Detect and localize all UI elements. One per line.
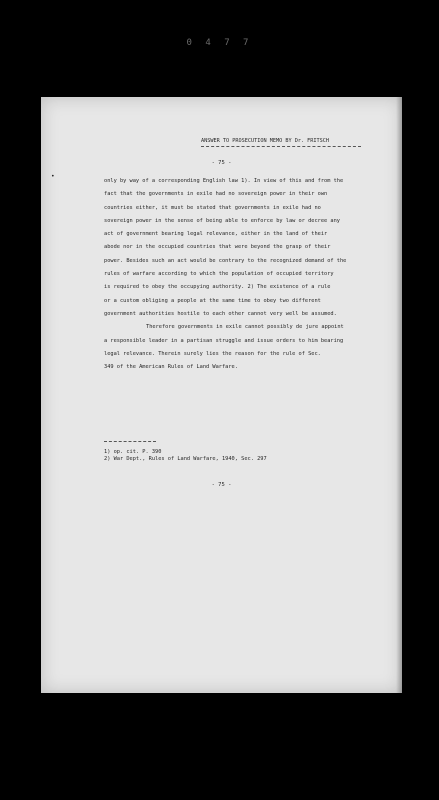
text-line: only by way of a corresponding English law 1). In view of this and from the <box>104 178 344 184</box>
text-line: countries either, it must be stated that governments in exile had no <box>104 204 321 211</box>
footnote-separator <box>104 441 156 442</box>
margin-bullet: • <box>51 173 55 180</box>
document-header: ANSWER TO PROSECUTION MEMO BY Dr. FRITSCH <box>201 138 330 144</box>
header-underline <box>201 146 361 147</box>
frame-number: 0 4 7 7 <box>186 38 253 48</box>
page-number-top: - 75 - <box>211 160 232 166</box>
text-line: rules of warfare according to which the population of occupied territory <box>104 271 334 278</box>
text-line: or a custom obliging a people at the same time to obey two different <box>104 297 321 304</box>
footnote: 2) War Dept., Rules of Land Warfare, 1940, Sec. 297 <box>104 456 267 462</box>
text-line: abode nor in the occupied countries that were beyond the grasp of their <box>104 244 331 251</box>
text-line: government authorities hostile to each other cannot very well be assumed. <box>104 310 337 317</box>
text-line: sovereign power in the sense of being able to enforce by law or decree any <box>104 217 340 224</box>
text-line: 349 of the American Rules of Land Warfare. <box>104 364 238 371</box>
text-line: a responsible leader in a partisan struggle and issue orders to him bearing <box>104 337 344 344</box>
footnote: 1) op. cit. P. 390 <box>104 449 162 455</box>
body-text <box>104 175 372 374</box>
text-line: fact that the governments in exile had no sovereign power in their own <box>104 191 328 198</box>
text-line: power. Besides such an act would be contrary to the recognized demand of the <box>104 257 347 264</box>
text-line: is required to obey the occupying authority. 2) The existence of a rule <box>104 284 331 291</box>
document-page <box>41 97 402 693</box>
text-line: Therefore governments in exile cannot possibly de jure appoint <box>146 324 344 331</box>
text-line: act of government bearing legal relevance, either in the land of their <box>104 231 328 238</box>
page-number-bottom: - 75 - <box>211 482 232 488</box>
text-line: legal relevance. Therein surely lies the reason for the rule of Sec. <box>104 350 321 357</box>
